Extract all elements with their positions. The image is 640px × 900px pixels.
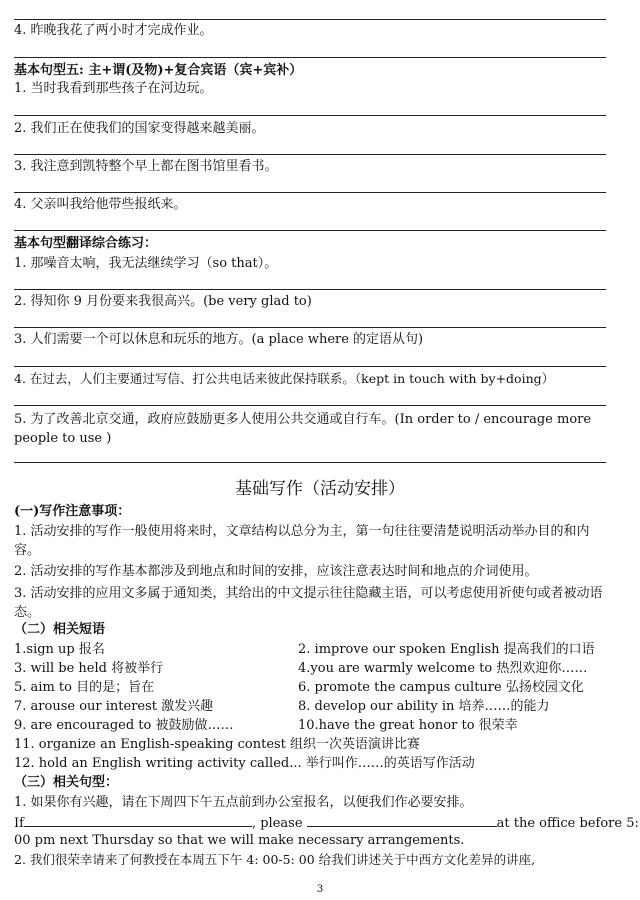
answer-line — [14, 366, 606, 367]
answer-line — [14, 405, 606, 406]
fill-blank[interactable] — [24, 814, 252, 827]
phrase-item: 12. hold an English writing activity called... 举行叫作……的英语写作活动 — [14, 756, 475, 771]
section-heading: 基本句型五: 主+谓(及物)+复合宾语（宾+宾补） — [14, 63, 303, 78]
exercise-item: 4. 在过去，人们主要通过写信、打公共电话来彼此保持联系。（kept in touch with by+doing） — [14, 371, 555, 386]
note-item: 1. 活动安排的写作一般使用将来时，文章结构以总分为主，第一句往往要清楚说明活动举办目的和内容。 — [14, 524, 590, 558]
exercise-item: 1. 那噪音太响，我无法继续学习（so that）。 — [14, 256, 278, 271]
sentence-text: at the office before 5: — [496, 816, 639, 831]
answer-line — [14, 115, 606, 116]
note-item: 2. 活动安排的写作基本都涉及到地点和时间的安排，应该注意表达时间和地点的介词使用。 — [14, 564, 538, 579]
answer-line — [14, 289, 606, 290]
exercise-item: 2. 得知你 9 月份要来我很高兴。(be very glad to) — [14, 294, 312, 309]
exercise-item: 4. 父亲叫我给他带些报纸来。 — [14, 197, 187, 212]
answer-line — [14, 57, 606, 58]
phrase-item: 1.sign up 报名 — [14, 642, 105, 657]
sentence-item: 00 pm next Thursday so that we will make necessary arrangements. — [14, 833, 465, 848]
sentence-item: 1. 如果你有兴趣，请在下周四下午五点前到办公室报名，以便我们作必要安排。 — [14, 795, 473, 810]
fill-in-sentence — [14, 814, 639, 831]
phrase-item: 4.you are warmly welcome to 热烈欢迎你…… — [298, 661, 588, 676]
phrase-item: 2. improve our spoken English 提高我们的口语 — [298, 642, 595, 657]
page-title: 基础写作（活动安排） — [235, 479, 405, 499]
section-heading: （三）相关句型： — [14, 775, 119, 790]
answer-line — [14, 462, 606, 463]
sentence-text: , please — [251, 816, 303, 831]
exercise-item: 3. 我注意到凯特整个早上都在图书馆里看书。 — [14, 159, 278, 174]
exercise-item: 2. 我们正在使我们的国家变得越来越美丽。 — [14, 121, 265, 136]
sentence-text: If — [14, 816, 24, 831]
fill-blank[interactable] — [307, 814, 497, 827]
phrase-item: 10.have the great honor to 很荣幸 — [298, 718, 518, 733]
phrase-item: 7. arouse our interest 激发兴趣 — [14, 699, 214, 714]
answer-line — [14, 230, 606, 231]
answer-line — [14, 192, 606, 193]
section-heading: 基本句型翻译综合练习： — [14, 236, 158, 251]
exercise-item: 1. 当时我看到那些孩子在河边玩。 — [14, 81, 213, 96]
exercise-item: 4. 昨晚我花了两小时才完成作业。 — [14, 23, 213, 38]
sentence-item: 2. 我们很荣幸请来了何教授在本周五下午 4: 00-5: 00 给我们讲述关于中西方文化差异的讲座, — [14, 852, 536, 867]
section-heading: (一)写作注意事项： — [14, 504, 131, 519]
phrase-item: 6. promote the campus culture 弘扬校园文化 — [298, 680, 584, 695]
note-item: 3. 活动安排的应用文多属于通知类，其给出的中文提示往往隐藏主语，可以考虑使用祈使句或者被动语态。 — [14, 586, 603, 620]
answer-line — [14, 19, 606, 20]
phrase-item: 8. develop our ability in 培养……的能力 — [298, 699, 550, 714]
phrase-item: 9. are encouraged to 被鼓励做…… — [14, 718, 234, 733]
exercise-item: 5. 为了改善北京交通，政府应鼓励更多人使用公共交通或自行车。(In order to / encourage more people to use ) — [14, 412, 592, 446]
answer-line — [14, 154, 606, 155]
phrase-item: 5. aim to 目的是；旨在 — [14, 680, 155, 695]
phrase-item: 11. organize an English-speaking contest 组织一次英语演讲比赛 — [14, 737, 421, 752]
page-number: 3 — [316, 884, 324, 895]
exercise-item: 3. 人们需要一个可以休息和玩乐的地方。(a place where 的定语从句) — [14, 332, 424, 347]
answer-line — [14, 327, 606, 328]
phrase-item: 3. will be held 将被举行 — [14, 661, 164, 676]
section-heading: （二）相关短语 — [14, 622, 106, 637]
